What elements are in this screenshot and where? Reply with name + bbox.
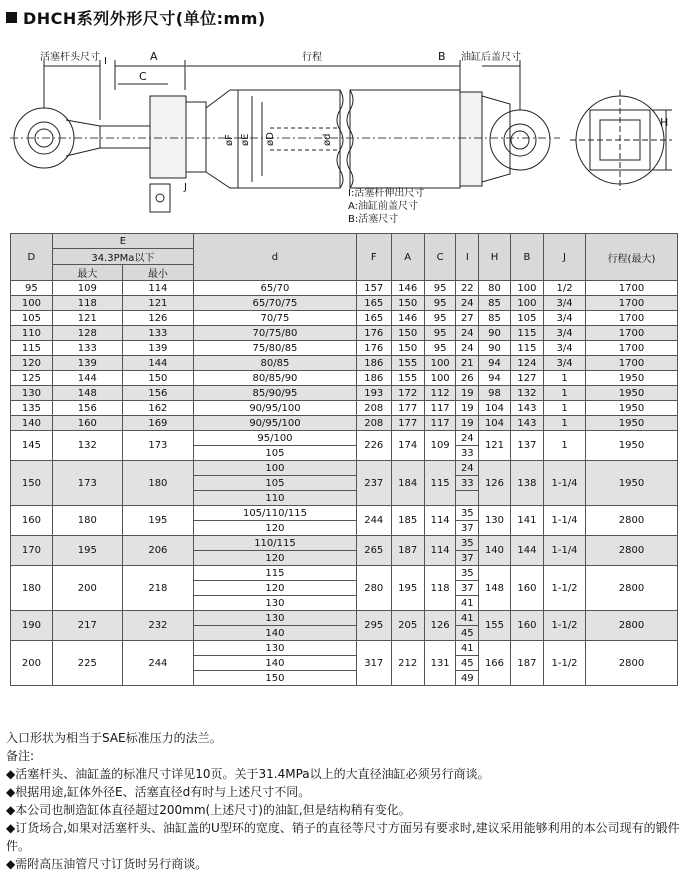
cell-d: 120 [193, 581, 356, 596]
cell-E-min: 114 [122, 281, 193, 296]
cell-D: 190 [11, 611, 53, 641]
cell-F: 157 [357, 281, 392, 296]
cell-B: 143 [510, 401, 543, 416]
cell-D: 135 [11, 401, 53, 416]
cell-F: 193 [357, 386, 392, 401]
cell-stroke: 2800 [585, 641, 677, 686]
cell-E-max: 144 [52, 371, 122, 386]
cell-J: 1-1/2 [544, 641, 586, 686]
cell-I: 24 [456, 326, 479, 341]
cell-B: 187 [510, 641, 543, 686]
cell-d: 95/100 [193, 431, 356, 446]
cell-d: 70/75/80 [193, 326, 356, 341]
cap-head [460, 92, 482, 186]
cell-d: 150 [193, 671, 356, 686]
table-row [11, 296, 678, 311]
cell-J: 1 [544, 416, 586, 431]
cell-E-min: 150 [122, 371, 193, 386]
cell-I: 41 [456, 596, 479, 611]
cell-A: 184 [391, 461, 424, 506]
header-H: H [479, 234, 510, 281]
table-row [11, 386, 678, 401]
cell-E-min: 180 [122, 461, 193, 506]
cell-H: 85 [479, 296, 510, 311]
cell-F: 186 [357, 371, 392, 386]
header-I: I [456, 234, 479, 281]
cell-B: 160 [510, 611, 543, 641]
cell-E-min: 126 [122, 311, 193, 326]
cell-E-min: 144 [122, 356, 193, 371]
note-line: ◆订货场合,如果对活塞杆头、油缸盖的U型环的宽度、销子的直径等尺寸方面另有要求时,建议采用能够利用的本公司现有的锻件件。 [6, 821, 680, 853]
barrel-right [350, 90, 460, 188]
header-stroke: 行程(最大) [585, 234, 677, 281]
header-A: A [391, 234, 424, 281]
cell-F: 165 [357, 311, 392, 326]
cell-I: 35 [456, 536, 479, 551]
cell-d: 90/95/100 [193, 401, 356, 416]
cell-C: 112 [424, 386, 455, 401]
cell-stroke: 2800 [585, 566, 677, 611]
cell-J: 1/2 [544, 281, 586, 296]
cell-H: 85 [479, 311, 510, 326]
cell-C: 117 [424, 416, 455, 431]
cell-D: 160 [11, 506, 53, 536]
cell-A: 155 [391, 371, 424, 386]
cell-J: 3/4 [544, 296, 586, 311]
cell-stroke: 1950 [585, 461, 677, 506]
cell-A: 195 [391, 566, 424, 611]
cell-F: 265 [357, 536, 392, 566]
cell-H: 94 [479, 371, 510, 386]
front-head [150, 96, 186, 178]
cell-stroke: 1700 [585, 311, 677, 326]
cell-E-max: 128 [52, 326, 122, 341]
cell-A: 150 [391, 341, 424, 356]
cell-A: 177 [391, 416, 424, 431]
note-line: ◆活塞杆头、油缸盖的标准尺寸详见10页。关于31.4MPa以上的大直径油缸必须另行商谈。 [6, 767, 490, 781]
front-flange [186, 102, 206, 172]
cell-H: 90 [479, 341, 510, 356]
cell-d: 65/70/75 [193, 296, 356, 311]
label-E: øE [240, 133, 251, 146]
cell-B: 143 [510, 416, 543, 431]
cell-d: 110/115 [193, 536, 356, 551]
legend-item: A:油缸前盖尺寸 [348, 201, 419, 212]
cell-B: 124 [510, 356, 543, 371]
cell-E-max: 109 [52, 281, 122, 296]
cell-J: 1 [544, 431, 586, 461]
cell-C: 126 [424, 611, 455, 641]
cell-stroke: 1950 [585, 416, 677, 431]
cell-A: 146 [391, 311, 424, 326]
cell-C: 95 [424, 281, 455, 296]
cell-I: 22 [456, 281, 479, 296]
cell-E-max: 121 [52, 311, 122, 326]
cell-I: 33 [456, 446, 479, 461]
cell-A: 146 [391, 281, 424, 296]
cell-E-min: 133 [122, 326, 193, 341]
header-D: D [11, 234, 53, 281]
cell-A: 155 [391, 356, 424, 371]
cell-I: 19 [456, 386, 479, 401]
cell-H: 130 [479, 506, 510, 536]
cell-E-min: 139 [122, 341, 193, 356]
cell-F: 280 [357, 566, 392, 611]
cell-E-max: 132 [52, 431, 122, 461]
label-A: A [150, 50, 158, 63]
cell-H: 104 [479, 416, 510, 431]
cell-D: 200 [11, 641, 53, 686]
cell-F: 176 [357, 341, 392, 356]
cell-E-min: 173 [122, 431, 193, 461]
legend-item: B:活塞尺寸 [348, 214, 399, 225]
cell-I: 45 [456, 656, 479, 671]
label-rod-end: 活塞杆头尺寸 [40, 52, 100, 63]
cell-d: 75/80/85 [193, 341, 356, 356]
cell-I: 21 [456, 356, 479, 371]
cell-I: 24 [456, 461, 479, 476]
header-E-sub: 34.3PMa以下 [52, 249, 193, 265]
cell-J: 3/4 [544, 341, 586, 356]
cell-B: 100 [510, 281, 543, 296]
cell-d: 65/70 [193, 281, 356, 296]
cell-stroke: 1700 [585, 341, 677, 356]
cell-I: 24 [456, 431, 479, 446]
cell-B: 132 [510, 386, 543, 401]
cell-stroke: 1700 [585, 296, 677, 311]
cell-I: 37 [456, 581, 479, 596]
header-C: C [424, 234, 455, 281]
cell-F: 226 [357, 431, 392, 461]
label-H: H [660, 116, 669, 129]
cell-J: 1 [544, 401, 586, 416]
cell-H: 155 [479, 611, 510, 641]
cell-B: 127 [510, 371, 543, 386]
table-row [11, 311, 678, 326]
header-F: F [357, 234, 392, 281]
cell-E-max: 118 [52, 296, 122, 311]
cell-H: 104 [479, 401, 510, 416]
cell-C: 95 [424, 341, 455, 356]
cell-J: 1-1/4 [544, 506, 586, 536]
cell-B: 105 [510, 311, 543, 326]
cell-C: 118 [424, 566, 455, 611]
cell-d: 80/85 [193, 356, 356, 371]
cell-E-max: 156 [52, 401, 122, 416]
header-B: B [510, 234, 543, 281]
cell-d: 115 [193, 566, 356, 581]
note-line: ◆根据用途,缸体外径E、活塞直径d有时与上述尺寸不同。 [6, 785, 311, 799]
cell-d: 130 [193, 641, 356, 656]
cell-stroke: 1700 [585, 326, 677, 341]
cell-H: 80 [479, 281, 510, 296]
note-line: 入口形状为相当于SAE标准压力的法兰。 [6, 731, 222, 745]
cell-F: 244 [357, 506, 392, 536]
table-row [11, 506, 678, 521]
cell-D: 110 [11, 326, 53, 341]
cell-d: 70/75 [193, 311, 356, 326]
cell-C: 115 [424, 461, 455, 506]
cell-B: 160 [510, 566, 543, 611]
cell-stroke: 1950 [585, 401, 677, 416]
cell-d: 105/110/115 [193, 506, 356, 521]
label-cap-end: 油缸后盖尺寸 [461, 52, 521, 63]
cell-J: 1-1/2 [544, 611, 586, 641]
cell-D: 120 [11, 356, 53, 371]
table-row [11, 641, 678, 656]
header-E-max: 最大 [52, 265, 122, 281]
table-row [11, 326, 678, 341]
cell-F: 165 [357, 296, 392, 311]
cell-stroke: 2800 [585, 506, 677, 536]
cell-I: 19 [456, 401, 479, 416]
cell-I: 24 [456, 296, 479, 311]
table-row [11, 431, 678, 446]
cell-A: 150 [391, 326, 424, 341]
cell-A: 212 [391, 641, 424, 686]
cell-I: 27 [456, 311, 479, 326]
cell-D: 145 [11, 431, 53, 461]
cell-I: 26 [456, 371, 479, 386]
table-row [11, 341, 678, 356]
legend-item: I:活塞杆伸出尺寸 [348, 188, 425, 199]
table-row [11, 536, 678, 551]
table-row [11, 356, 678, 371]
label-d: ød [322, 133, 333, 146]
cell-d: 130 [193, 596, 356, 611]
cell-F: 237 [357, 461, 392, 506]
cell-I: 35 [456, 506, 479, 521]
cell-J: 1-1/2 [544, 566, 586, 611]
cell-I: 41 [456, 611, 479, 626]
note-line: 备注: [6, 749, 35, 763]
header-J: J [544, 234, 586, 281]
cell-d: 105 [193, 476, 356, 491]
label-F: øF [224, 134, 235, 146]
cell-F: 186 [357, 356, 392, 371]
cell-d: 105 [193, 446, 356, 461]
table-row [11, 401, 678, 416]
cell-A: 187 [391, 536, 424, 566]
page-title [6, 6, 266, 29]
note-line: ◆本公司也制造缸体直径超过200mm(上述尺寸)的油缸,但是结构稍有变化。 [6, 803, 411, 817]
cell-B: 115 [510, 341, 543, 356]
table-row [11, 416, 678, 431]
table-row [11, 611, 678, 626]
cell-J: 1-1/4 [544, 536, 586, 566]
cell-E-min: 169 [122, 416, 193, 431]
cell-d: 80/85/90 [193, 371, 356, 386]
cell-F: 317 [357, 641, 392, 686]
cell-C: 109 [424, 431, 455, 461]
cell-H: 126 [479, 461, 510, 506]
drawing-legend [348, 187, 424, 226]
cell-H: 140 [479, 536, 510, 566]
dimension-table [10, 233, 678, 686]
cell-I: 45 [456, 626, 479, 641]
header-E: E [52, 234, 193, 249]
cell-d: 110 [193, 491, 356, 506]
label-B: B [438, 50, 446, 63]
cap-eye-body [482, 96, 510, 182]
cell-J: 3/4 [544, 356, 586, 371]
table-row [11, 281, 678, 296]
cell-H: 148 [479, 566, 510, 611]
cell-C: 114 [424, 506, 455, 536]
cell-H: 98 [479, 386, 510, 401]
cell-C: 95 [424, 311, 455, 326]
cell-F: 208 [357, 401, 392, 416]
cell-I [456, 491, 479, 506]
notes [6, 729, 686, 873]
cell-D: 105 [11, 311, 53, 326]
label-D: øD [265, 132, 276, 146]
cell-stroke: 2800 [585, 611, 677, 641]
cell-I: 35 [456, 566, 479, 581]
cell-C: 95 [424, 326, 455, 341]
cell-C: 117 [424, 401, 455, 416]
cell-H: 90 [479, 326, 510, 341]
cell-E-max: 148 [52, 386, 122, 401]
cell-E-min: 195 [122, 506, 193, 536]
cell-F: 176 [357, 326, 392, 341]
note-line: ◆需附高压油管尺寸订货时另行商谈。 [6, 857, 208, 871]
cell-E-max: 160 [52, 416, 122, 431]
cap-eye-inner [504, 124, 536, 156]
cell-d: 90/95/100 [193, 416, 356, 431]
label-C: C [139, 70, 147, 83]
cell-d: 85/90/95 [193, 386, 356, 401]
table-row [11, 371, 678, 386]
cell-stroke: 1950 [585, 386, 677, 401]
cell-B: 138 [510, 461, 543, 506]
cell-E-max: 225 [52, 641, 122, 686]
cell-E-max: 195 [52, 536, 122, 566]
cell-I: 19 [456, 416, 479, 431]
cell-H: 94 [479, 356, 510, 371]
cell-A: 205 [391, 611, 424, 641]
cell-I: 37 [456, 521, 479, 536]
cell-J: 1-1/4 [544, 461, 586, 506]
cell-C: 95 [424, 296, 455, 311]
cell-B: 115 [510, 326, 543, 341]
cell-stroke: 1950 [585, 431, 677, 461]
cell-F: 208 [357, 416, 392, 431]
cell-E-max: 200 [52, 566, 122, 611]
cell-I: 24 [456, 341, 479, 356]
cell-D: 180 [11, 566, 53, 611]
cell-stroke: 2800 [585, 536, 677, 566]
cell-B: 141 [510, 506, 543, 536]
cell-E-max: 217 [52, 611, 122, 641]
header-d: d [193, 234, 356, 281]
piston-rod [100, 126, 150, 148]
cell-E-min: 121 [122, 296, 193, 311]
label-J: J [184, 182, 187, 193]
cell-D: 100 [11, 296, 53, 311]
cell-I: 49 [456, 671, 479, 686]
cell-E-min: 162 [122, 401, 193, 416]
cell-C: 114 [424, 536, 455, 566]
port-detail [150, 184, 170, 212]
cell-I: 33 [456, 476, 479, 491]
cell-d: 100 [193, 461, 356, 476]
cell-d: 140 [193, 656, 356, 671]
cell-A: 174 [391, 431, 424, 461]
cell-E-max: 180 [52, 506, 122, 536]
cell-H: 166 [479, 641, 510, 686]
cap-eye-outer [490, 110, 550, 170]
cell-d: 120 [193, 521, 356, 536]
cell-E-min: 244 [122, 641, 193, 686]
cell-A: 172 [391, 386, 424, 401]
cell-stroke: 1700 [585, 281, 677, 296]
cell-H: 121 [479, 431, 510, 461]
cell-E-min: 206 [122, 536, 193, 566]
cell-I: 37 [456, 551, 479, 566]
cell-B: 144 [510, 536, 543, 566]
cell-J: 3/4 [544, 311, 586, 326]
cell-D: 130 [11, 386, 53, 401]
cell-D: 170 [11, 536, 53, 566]
cell-E-max: 173 [52, 461, 122, 506]
cell-E-min: 232 [122, 611, 193, 641]
cell-D: 150 [11, 461, 53, 506]
cell-E-max: 139 [52, 356, 122, 371]
cell-J: 3/4 [544, 326, 586, 341]
title-text: DHCH系列外形尺寸(单位:mm) [23, 9, 266, 28]
cell-A: 150 [391, 296, 424, 311]
cell-D: 115 [11, 341, 53, 356]
cell-C: 100 [424, 371, 455, 386]
cell-A: 177 [391, 401, 424, 416]
cell-E-min: 218 [122, 566, 193, 611]
cell-stroke: 1950 [585, 371, 677, 386]
label-I: I [104, 56, 107, 67]
table-row [11, 566, 678, 581]
cell-C: 100 [424, 356, 455, 371]
table-row [11, 461, 678, 476]
title-square-icon [6, 12, 17, 23]
cell-D: 140 [11, 416, 53, 431]
cell-d: 130 [193, 611, 356, 626]
cell-D: 125 [11, 371, 53, 386]
cell-C: 131 [424, 641, 455, 686]
label-stroke: 行程 [302, 52, 322, 63]
cell-A: 185 [391, 506, 424, 536]
cell-I: 41 [456, 641, 479, 656]
cell-D: 95 [11, 281, 53, 296]
cell-d: 120 [193, 551, 356, 566]
cell-E-min: 156 [122, 386, 193, 401]
cylinder-drawing [0, 30, 690, 230]
cell-B: 137 [510, 431, 543, 461]
cell-F: 295 [357, 611, 392, 641]
cell-J: 1 [544, 386, 586, 401]
cell-stroke: 1700 [585, 356, 677, 371]
cap-eye-bore [511, 131, 529, 149]
cell-B: 100 [510, 296, 543, 311]
cell-J: 1 [544, 371, 586, 386]
header-E-min: 最小 [122, 265, 193, 281]
cell-d: 140 [193, 626, 356, 641]
cell-E-max: 133 [52, 341, 122, 356]
